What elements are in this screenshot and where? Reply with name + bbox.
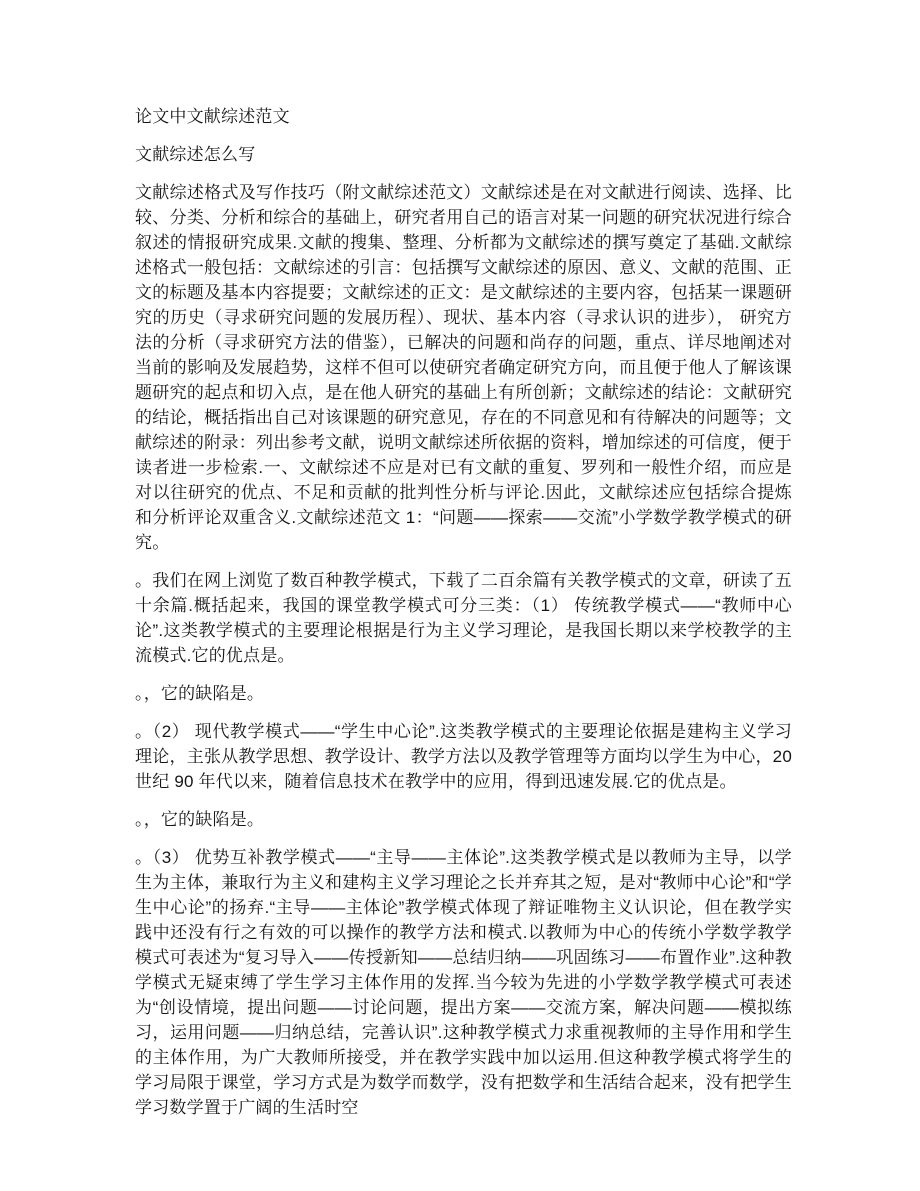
paragraph: 。，它的缺陷是。 [135,684,265,703]
document-body [135,104,792,1133]
document-title: 论文中文献综述范文 [135,107,290,126]
paragraph: 。，它的缺陷是。 [135,810,265,829]
paragraph: 。我们在网上浏览了数百种教学模式，下载了二百余篇有关教学模式的文章，研读了五十余篇.概括起来，我国的课堂教学模式可分三类：（1） 传统教学模式——“教师中心论”.这类教学模式的主要理论根据是行为主义学习理论，是我国长期以来学校教学的主流模式.它的优点是。 [135,571,792,665]
paragraph: 。（2） 现代教学模式——“学生中心论”.这类教学模式的主要理论依据是建构主义学习理论，主张从教学思想、教学设计、教学方法以及教学管理等方面均以学生为中心，20 世纪 90 年代以来，随着信息技术在教学中的应用，得到迅速发展.它的优点是。 [135,722,792,791]
paragraph: 文献综述怎么写 [135,145,256,164]
paragraph: 文献综述格式及写作技巧（附文献综述范文）文献综述是在对文献进行阅读、选择、比较、分类、分析和综合的基础上，研究者用自己的语言对某一问题的研究状况进行综合叙述的情报研究成果.文献的搜集、整理、分析都为文献综述的撰写奠定了基础.文献综述格式一般包括：文献综述的引言：包括撰写文献综述的原因、意义、文献的范围、正文的标题及基本内容提要；文献综述的正文：是文献综述的主要内容，包括某一课题研究的历史（寻求研究问题的发展历程）、现状、基本内容（寻求认识的进步）， 研究方法的分析（寻求研究方法的借鉴），已解决的问题和尚存的问题，重点、详尽地阐述对当前的影响及发展趋势，这样不但可以使研究者确定研究方向，而且便于他人了解该课题研究的起点和切入点，是在他人研究的基础上有所创新；文献综述的结论：文献研究的结论，概括指出自己对该课题的研究意见，存在的不同意见和有待解决的问题等；文献综述的附录：列出参考文献，说明文献综述所依据的资料，增加综述的可信度，便于读者进一步检索.一、文献综述不应是对已有文献的重复、罗列和一般性介绍，而应是对以往研究的优点、不足和贡献的批判性分析与评论.因此，文献综述应包括综合提炼和分析评论双重含义.文献综述范文 1：“问题——探索——交流”小学数学教学模式的研究。 [135,183,792,552]
paragraph: 。（3） 优势互补教学模式——“主导——主体论”.这类教学模式是以教师为主导，以学生为主体，兼取行为主义和建构主义学习理论之长并弃其之短，是对“教师中心论”和“学生中心论”的扬弃.“主导——主体论”教学模式体现了辩证唯物主义认识论，但在教学实践中还没有行之有效的可以操作的教学方法和模式.以教师为中心的传统小学数学教学模式可表述为“复习导入——传授新知——总结归纳——巩固练习——布置作业”.这种教学模式无疑束缚了学生学习主体作用的发挥.当今较为先进的小学数学教学模式可表述为“创设情境，提出问题——讨论问题，提出方案——交流方案，解决问题——模拟练习，运用问题——归纳总结，完善认识”.这种教学模式力求重视教师的主导作用和学生的主体作用，为广大教师所接受，并在教学实践中加以运用.但这种教学模式将学生的学习局限于课堂，学习方式是为数学而数学，没有把数学和生活结合起来，没有把学生学习数学置于广阔的生活时空 [135,848,792,1117]
